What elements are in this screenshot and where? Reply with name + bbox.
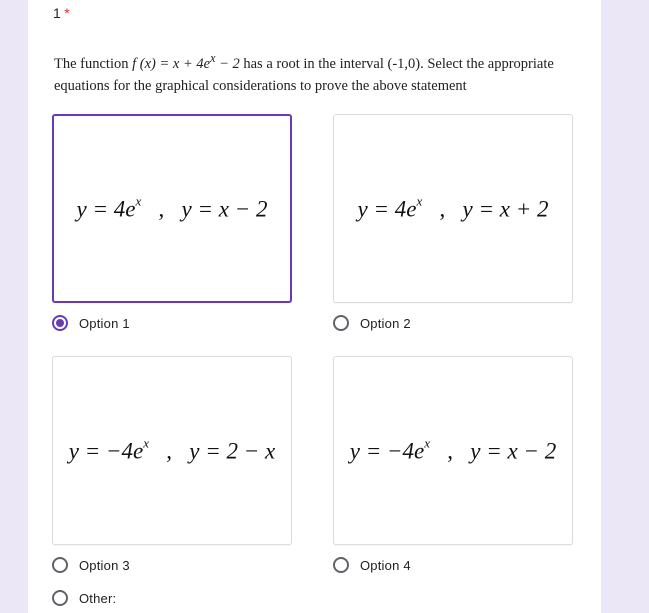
option-1-label: Option 1 xyxy=(79,315,130,331)
other-radio[interactable] xyxy=(52,590,68,606)
other-radio-row[interactable] xyxy=(52,588,116,608)
option-1-image[interactable] xyxy=(52,114,292,303)
option-1-sep: , xyxy=(141,195,182,221)
option-3-eq1: y = −4e xyxy=(68,437,144,463)
option-4-image[interactable] xyxy=(333,356,573,545)
option-2-radio[interactable] xyxy=(333,315,349,331)
other-label: Other: xyxy=(79,590,117,606)
option-3-image[interactable] xyxy=(52,356,292,545)
question-text xyxy=(54,47,584,97)
function-expression-main: f (x) = x + 4e xyxy=(132,55,211,72)
option-4-eq1-exp: x xyxy=(424,435,431,451)
option-1-equations xyxy=(54,195,290,222)
function-expression-tail: − 2 xyxy=(215,55,240,72)
option-4-radio[interactable] xyxy=(333,557,349,573)
question-text-lead: The function xyxy=(54,55,133,72)
function-expression xyxy=(132,51,240,72)
option-3-eq1-exp: x xyxy=(143,435,150,451)
option-1-radio-row[interactable] xyxy=(52,313,130,333)
option-3-eq2: y = 2 − x xyxy=(189,437,276,463)
option-2-image[interactable] xyxy=(333,114,573,303)
option-3-radio[interactable] xyxy=(52,557,68,573)
option-3-sep: , xyxy=(149,437,190,463)
required-asterisk: * xyxy=(64,5,71,21)
question-text-trail: has a root in the interval (-1,0). Select the appropriate equations for the graphical considerations to prove the above statement xyxy=(54,55,554,94)
option-2-eq1: y = 4e xyxy=(357,195,417,221)
option-2-equations xyxy=(334,195,572,222)
option-3-equations xyxy=(53,437,291,464)
option-1-eq2: y = x − 2 xyxy=(181,195,268,221)
option-2-eq1-exp: x xyxy=(416,193,423,209)
option-2-eq2: y = x + 2 xyxy=(462,195,549,221)
option-3-radio-row[interactable] xyxy=(52,555,130,575)
function-exponent: x xyxy=(210,51,216,65)
option-2-radio-row[interactable] xyxy=(333,313,411,333)
option-1-radio[interactable] xyxy=(52,315,68,331)
option-4-eq1: y = −4e xyxy=(349,437,425,463)
option-1-eq1-exp: x xyxy=(135,193,142,209)
option-4-label: Option 4 xyxy=(360,557,411,573)
option-4-sep: , xyxy=(430,437,471,463)
option-4-radio-row[interactable] xyxy=(333,555,411,575)
option-2-sep: , xyxy=(422,195,463,221)
question-number-value: 1 xyxy=(53,5,62,21)
option-3-label: Option 3 xyxy=(79,557,130,573)
option-4-eq2: y = x − 2 xyxy=(470,437,557,463)
question-number xyxy=(53,5,70,21)
option-2-label: Option 2 xyxy=(360,315,411,331)
option-4-equations xyxy=(334,437,572,464)
option-1-eq1: y = 4e xyxy=(76,195,136,221)
question-card xyxy=(28,0,601,613)
